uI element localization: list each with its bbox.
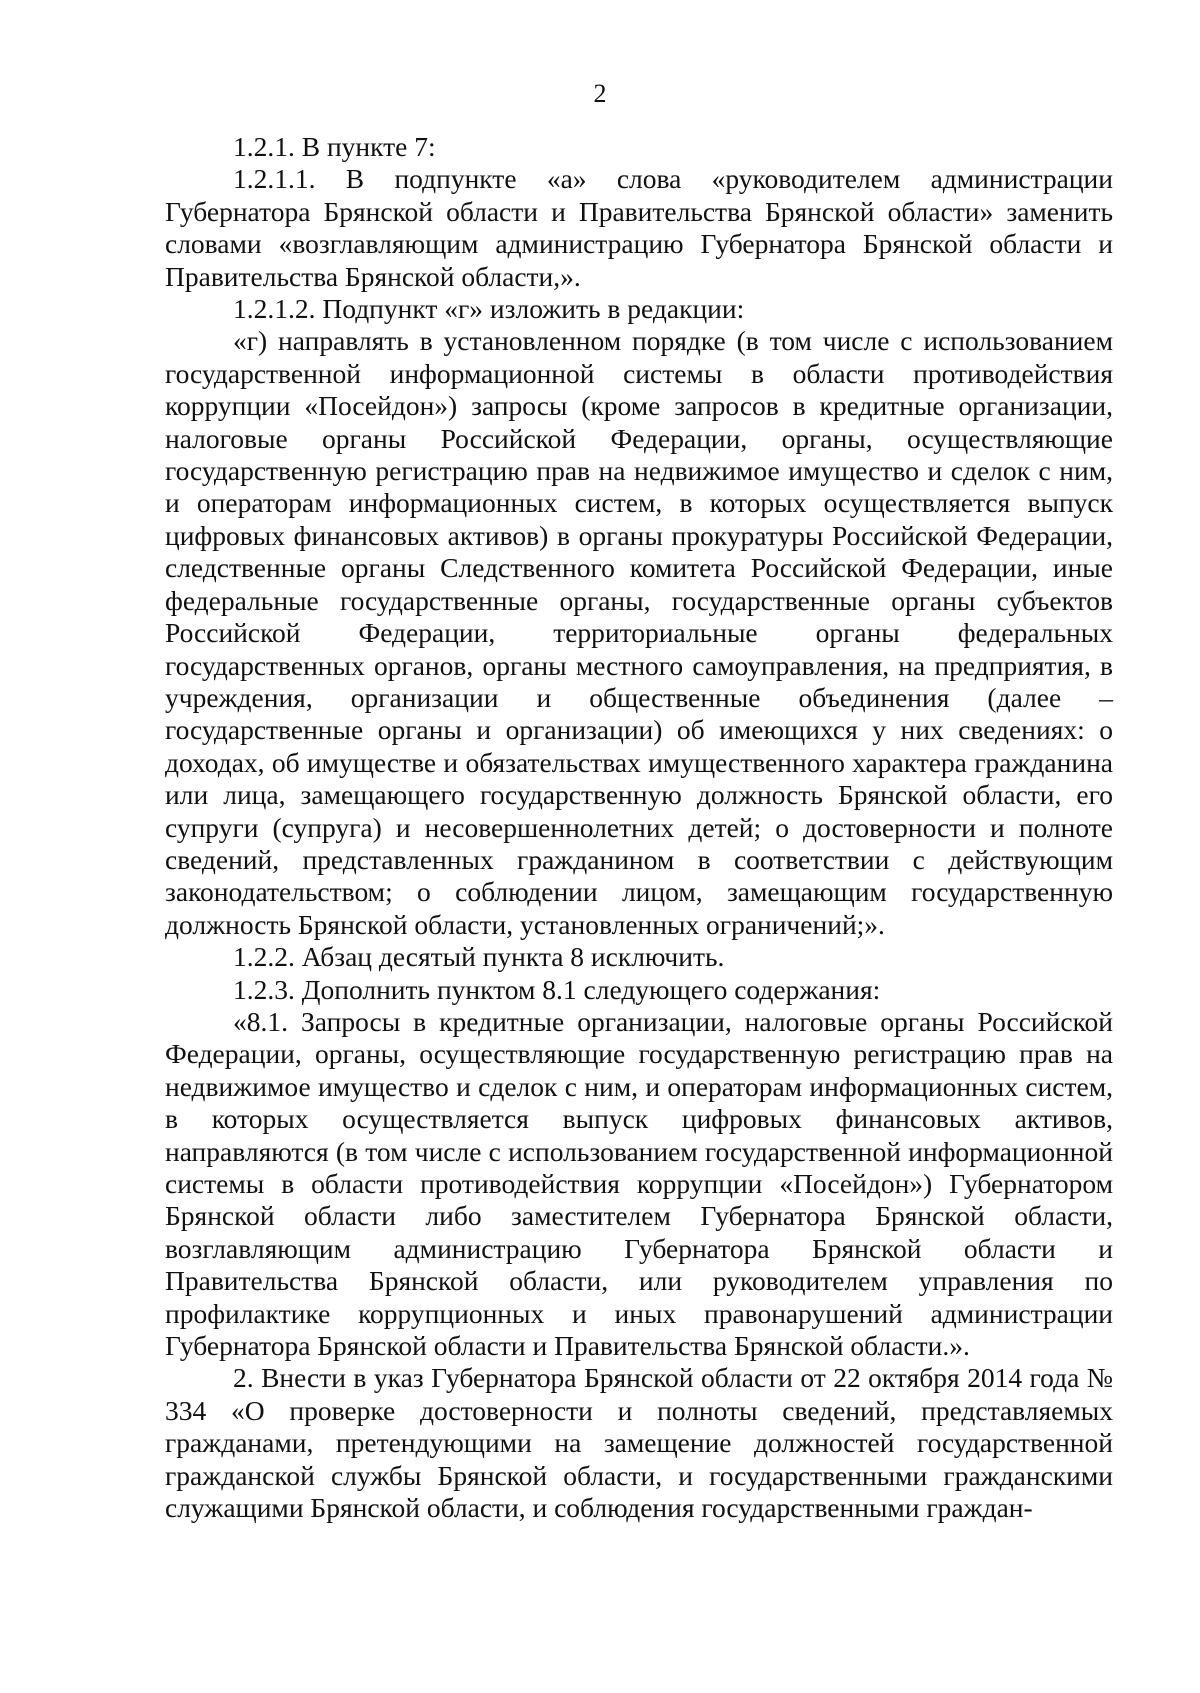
paragraph-2: 2. Внести в указ Губернатора Брянской области от 22 октября 2014 года № 334 «О проверке достоверности и полноты сведений, представляемых гражданами, претендующими на замещение должностей государственной гражданской службы Брянской области, и государственными гражданскими служащими Брянской области, и соблюдения государственными граждан- <box>165 1362 1113 1524</box>
paragraph-1-2-2: 1.2.2. Абзац десятый пункта 8 исключить. <box>233 941 725 973</box>
paragraph-1-2-1-2: 1.2.1.2. Подпункт «г» изложить в редакции: <box>233 293 745 325</box>
paragraph-1-2-3: 1.2.3. Дополнить пунктом 8.1 следующего содержания: <box>233 973 881 1005</box>
paragraph-1-2-1-1: 1.2.1.1. В подпункте «а» слова «руководителем администрации Губернатора Брянской области и Правительства Брянской области» заменить словами «возглавляющим администрацию Губернатора Брянской области и Правительства Брянской области,». <box>165 163 1113 292</box>
document-body <box>165 131 1113 1524</box>
paragraph-8-1: «8.1. Запросы в кредитные организации, налоговые органы Российской Федерации, органы, осуществляющие государственную регистрацию прав на недвижимое имущество и сделок с ним, и операторам информационных систем, в которых осуществляется выпуск цифровых финансовых активов, направляются (в том числе с использованием государственной информационной системы в области противодействия коррупции «Посейдон») Губернатором Брянской области либо заместителем Губернатора Брянской области, возглавляющим администрацию Губернатора Брянской области и Правительства Брянской области, или руководителем управления по профилактике коррупционных и иных правонарушений администрации Губернатора Брянской области и Правительства Брянской области.». <box>165 1005 1113 1362</box>
page-number: 2 <box>593 79 607 108</box>
paragraph-subitem-g: «г) направлять в установленном порядке (в том числе с использованием государственной информационной системы в области противодействия коррупции «Посейдон») запросы (кроме запросов в кредитные организации, налоговые органы Российской Федерации, органы, осуществляющие государственную регистрацию прав на недвижимое имущество и сделок с ним, и операторам информационных систем, в которых осуществляется выпуск цифровых финансовых активов) в органы прокуратуры Российской Федерации, следственные органы Следственного комитета Российской Федерации, иные федеральные государственные органы, государственные органы субъектов Российской Федерации, территориальные органы федеральных государственных органов, органы местного самоуправления, на предприятия, в учреждения, организации и общественные объединения (далее – государственные органы и организации) об имеющихся у них сведениях: о доходах, об имуществе и обязательствах имущественного характера гражданина или лица, замещающего государственную должность Брянской области, его супруги (супруга) и несовершеннолетних детей; о достоверности и полноте сведений, представленных гражданином в соответствии с действующим законодательством; о соблюдении лицом, замещающим государственную должность Брянской области, установленных ограничений;». <box>165 325 1113 940</box>
paragraph-1-2-1: 1.2.1. В пункте 7: <box>233 131 436 162</box>
